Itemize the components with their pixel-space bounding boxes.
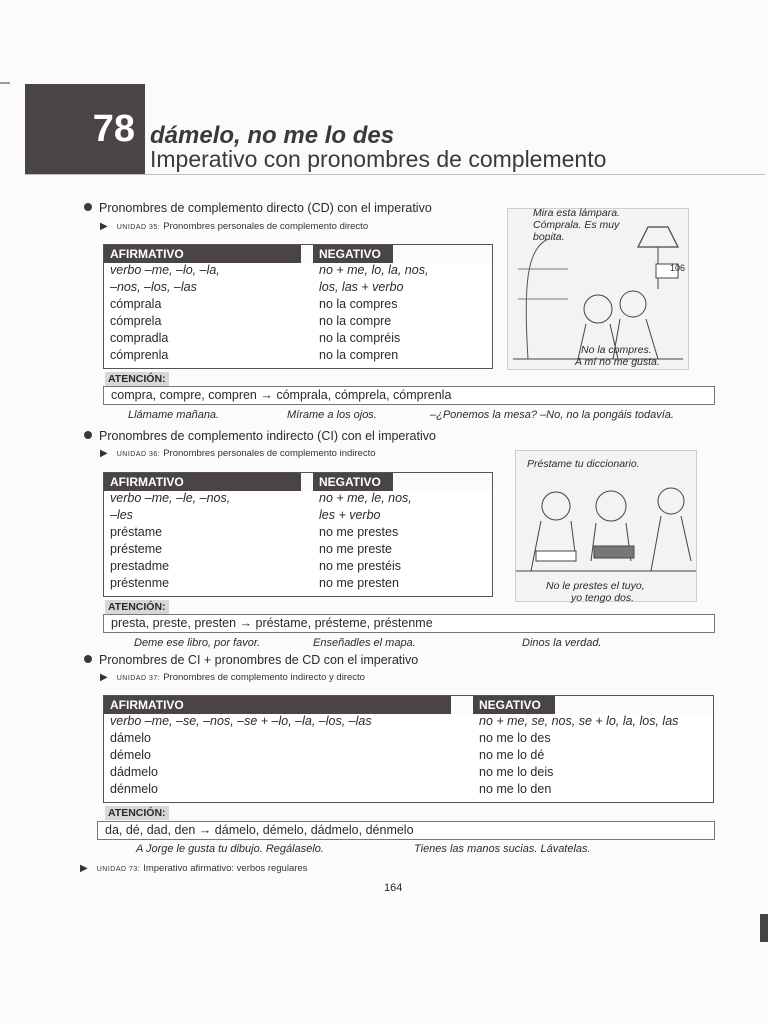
table-row: compradla no la compréis: [110, 331, 401, 345]
column-header-negativo: NEGATIVO: [313, 473, 393, 492]
grammar-table: [103, 244, 493, 369]
table-row: –les les + verbo: [110, 508, 381, 522]
table-row: préstame no me prestes: [110, 525, 399, 539]
arrow-right-icon: ▶: [100, 448, 108, 459]
example-sentence: Tienes las manos sucias. Lávatelas.: [414, 843, 591, 855]
section-heading: Pronombres de CI + pronombres de CD con el imperativo: [84, 653, 418, 667]
grammar-table: [103, 472, 493, 597]
table-row: –nos, –los, –las los, las + verbo: [110, 280, 404, 294]
table-row: présteme no me preste: [110, 542, 392, 556]
bullet-icon: [84, 431, 92, 439]
atencion-box: presta, preste, presten → préstame, présteme, préstenme: [103, 614, 715, 633]
edge-tab: [760, 914, 768, 942]
table-row: cómprala no la compres: [110, 297, 398, 311]
atencion-box: compra, compre, compren → cómprala, cómprela, cómprenla: [103, 386, 715, 405]
table-row: verbo –me, –le, –nos, no + me, le, nos,: [110, 491, 412, 505]
classroom-illustration-icon: [516, 451, 696, 601]
example-sentence: Deme ese libro, por favor.: [134, 637, 261, 649]
illustration-caption: yo tengo dos.: [571, 592, 635, 604]
grammar-table: [103, 695, 714, 803]
speech-bubble: Mira esta lámpara. Cómprala. Es muy bonita.: [533, 207, 620, 243]
illustration-caption: No le prestes el tuyo,: [546, 580, 645, 592]
example-sentence: Enseñadles el mapa.: [313, 637, 416, 649]
section-heading: Pronombres de complemento directo (CD) con el imperativo: [84, 201, 432, 215]
table-row: dádmelo no me lo deis: [110, 765, 554, 779]
unit-cross-reference[interactable]: ▶ UNIDAD 35: Pronombres personales de complemento directo: [100, 221, 369, 232]
unit-subtitle: Imperativo con pronombres de complemento: [150, 146, 607, 172]
speech-bubble: Préstame tu diccionario.: [527, 458, 640, 470]
example-sentence: Mírame a los ojos.: [287, 409, 377, 421]
illustration-caption: No la compres.: [581, 344, 652, 356]
column-header-negativo: NEGATIVO: [473, 696, 555, 715]
bullet-icon: [84, 655, 92, 663]
table-row: cómprela no la compre: [110, 314, 392, 328]
atencion-box: da, dé, dad, den → dámelo, démelo, dádmelo, dénmelo: [97, 821, 715, 840]
unit-cross-reference[interactable]: ▶ UNIDAD 37: Pronombres de complemento indirecto y directo: [100, 672, 365, 683]
bullet-icon: [84, 203, 92, 211]
table-row: cómprenla no la compren: [110, 348, 399, 362]
unit-cross-reference[interactable]: ▶ UNIDAD 73: Imperativo afirmativo: verbos regulares: [80, 863, 308, 874]
unit-number: 78: [25, 84, 145, 174]
arrow-right-icon: ▶: [80, 863, 88, 874]
atencion-label: ATENCIÓN:: [105, 806, 169, 820]
column-header-afirmativo: AFIRMATIVO: [104, 473, 302, 492]
unit-title: dámelo, no me lo des: [150, 122, 395, 149]
column-header-negativo: NEGATIVO: [313, 245, 393, 264]
example-sentence: A Jorge le gusta tu dibujo. Regálaselo.: [136, 843, 324, 855]
arrow-right-icon: ▶: [100, 672, 108, 683]
illustration-caption: A mí no me gusta.: [575, 356, 660, 368]
arrow-right-icon: ▶: [100, 221, 108, 232]
table-row: dámelo no me lo des: [110, 731, 551, 745]
column-header-afirmativo: AFIRMATIVO: [104, 696, 452, 715]
header-rule: [25, 174, 765, 175]
price-tag: 106: [670, 263, 686, 273]
page-number: 164: [384, 882, 403, 894]
unit-cross-reference[interactable]: ▶ UNIDAD 36: Pronombres personales de complemento indirecto: [100, 448, 376, 459]
column-header-afirmativo: AFIRMATIVO: [104, 245, 302, 264]
table-row: dénmelo no me lo den: [110, 782, 552, 796]
table-row: préstenme no me presten: [110, 576, 399, 590]
table-row: verbo –me, –se, –nos, –se + –lo, –la, –los, –las no + me, se, nos, se + lo, la, los, las: [110, 714, 679, 728]
table-row: prestadme no me prestéis: [110, 559, 401, 573]
section-heading: Pronombres de complemento indirecto (CI) con el imperativo: [84, 429, 436, 443]
example-sentence: Dinos la verdad.: [522, 637, 602, 649]
atencion-label: ATENCIÓN:: [105, 372, 169, 386]
example-sentence: –¿Ponemos la mesa? –No, no la pongáis todavía.: [430, 409, 674, 421]
table-row: démelo no me lo dé: [110, 748, 545, 762]
margin-mark: [0, 82, 10, 84]
example-sentence: Llámame mañana.: [128, 409, 220, 421]
table-row: verbo –me, –lo, –la, no + me, lo, la, nos,: [110, 263, 429, 277]
atencion-label: ATENCIÓN:: [105, 600, 169, 614]
